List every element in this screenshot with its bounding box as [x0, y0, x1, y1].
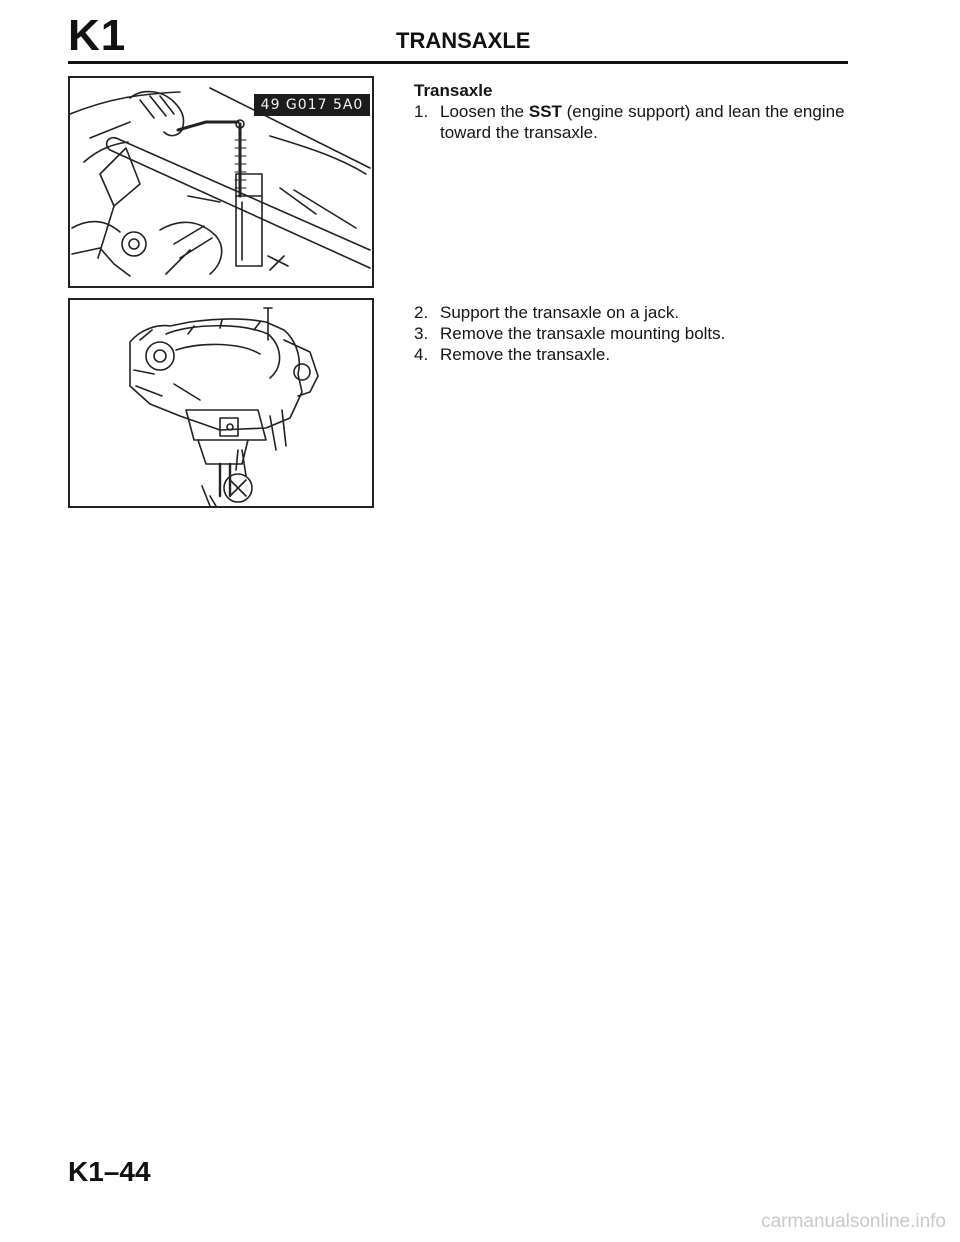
section-code: K1	[68, 11, 127, 60]
step-text: Remove the transaxle mounting bolts.	[440, 324, 726, 343]
step-text-part: (engine support) and lean the engine toward the transaxle.	[440, 102, 845, 142]
page-number: K1–44	[68, 1156, 151, 1187]
header-divider	[68, 61, 848, 64]
sst-keyword: SST	[528, 102, 562, 121]
step-text	[440, 101, 854, 143]
step-2	[414, 302, 854, 323]
step-number: 4.	[414, 345, 429, 364]
step-number: 3.	[414, 324, 429, 343]
section-title: Transaxle	[414, 81, 493, 100]
step-4	[414, 344, 854, 365]
watermark-site: carmanualsonline.info	[761, 1211, 946, 1232]
step-text: Support the transaxle on a jack.	[440, 303, 680, 322]
step-text: Remove the transaxle.	[440, 345, 611, 364]
page-title: TRANSAXLE	[396, 28, 531, 53]
step-3	[414, 323, 854, 344]
step-number: 1.	[414, 102, 429, 121]
step-number: 2.	[414, 303, 429, 322]
figure-engine-support	[68, 76, 374, 288]
sst-part-number-tag: 49 G017 5A0	[254, 94, 370, 116]
figure-transaxle-on-jack	[68, 298, 374, 508]
step-1	[414, 101, 854, 143]
instruction-block-2	[414, 302, 854, 365]
step-text-part: Loosen the	[440, 102, 529, 121]
instruction-block-1	[414, 80, 854, 143]
transaxle-jack-illustration	[70, 300, 372, 506]
